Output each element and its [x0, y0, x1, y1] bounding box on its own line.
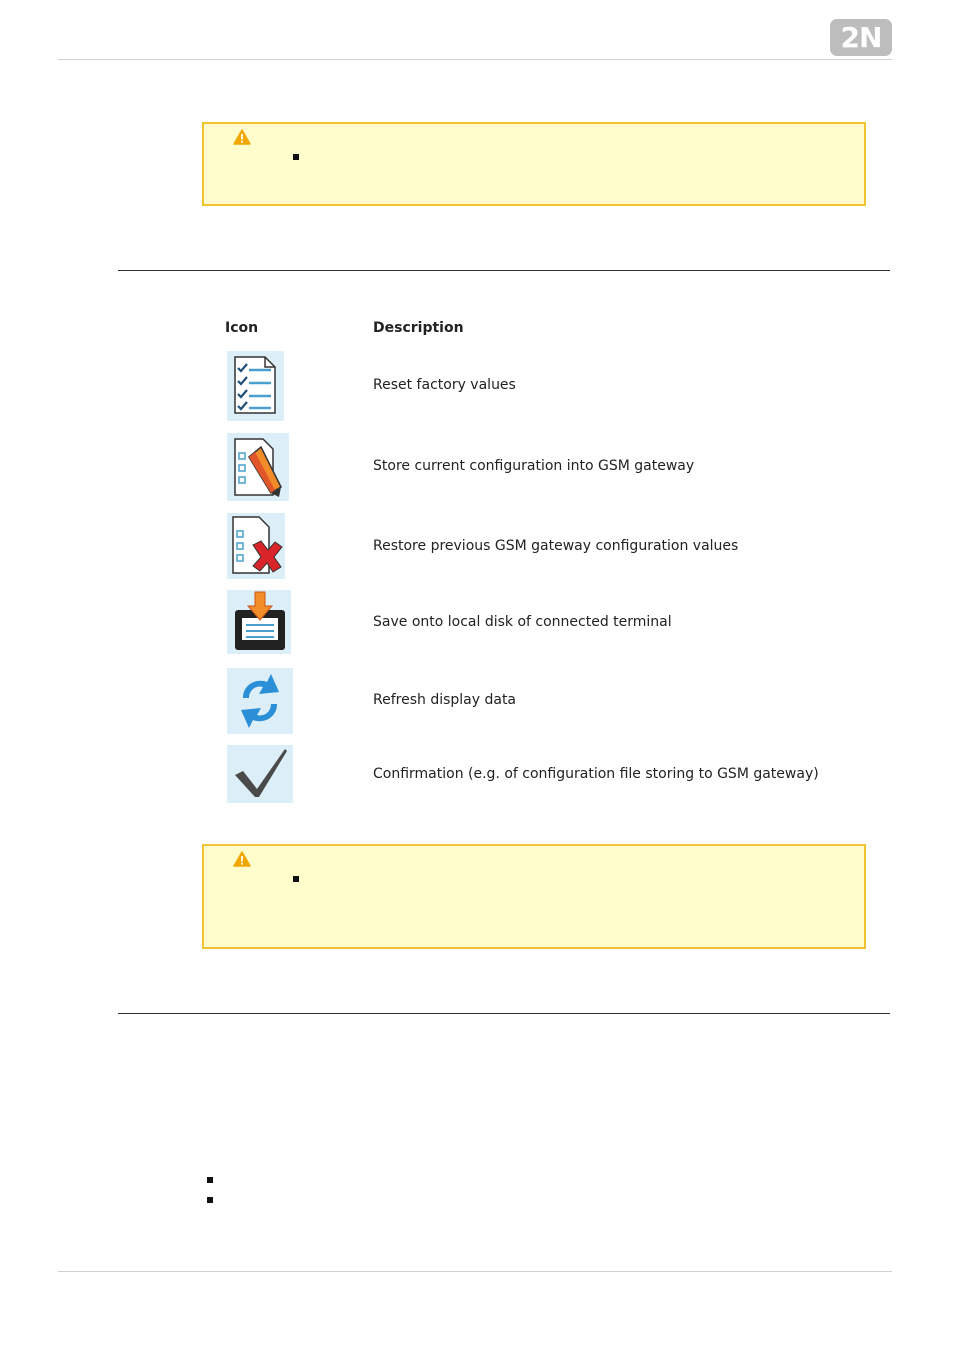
list-bullet [293, 876, 299, 882]
section-divider [118, 1013, 890, 1014]
warning-callout [202, 844, 866, 949]
table-row-description: Restore previous GSM gateway configuration values [373, 538, 739, 554]
table-row-description: Save onto local disk of connected terminal [373, 614, 672, 630]
checkmark-icon [227, 745, 293, 803]
document-pencil-icon [227, 433, 289, 501]
document-delete-icon [227, 513, 285, 579]
checklist-icon [227, 351, 284, 421]
header-divider [58, 59, 892, 60]
footer-divider [58, 1271, 892, 1272]
warning-icon [233, 129, 251, 145]
warning-callout [202, 122, 866, 206]
refresh-icon [227, 668, 293, 734]
warning-icon [233, 851, 251, 867]
icon-column-header: Icon [225, 320, 259, 336]
table-row-description: Refresh display data [373, 692, 517, 708]
list-bullet [207, 1177, 213, 1183]
table-row-description: Reset factory values [373, 377, 516, 393]
save-to-disk-icon [227, 590, 291, 654]
table-row-description: Confirmation (e.g. of configuration file storing to GSM gateway) [373, 766, 819, 782]
logo-text: 2N [840, 21, 882, 54]
list-bullet [293, 154, 299, 160]
list-bullet [207, 1197, 213, 1203]
brand-logo [830, 19, 892, 56]
table-row-description: Store current configuration into GSM gateway [373, 458, 695, 474]
section-divider [118, 270, 890, 271]
description-column-header: Description [373, 320, 464, 336]
